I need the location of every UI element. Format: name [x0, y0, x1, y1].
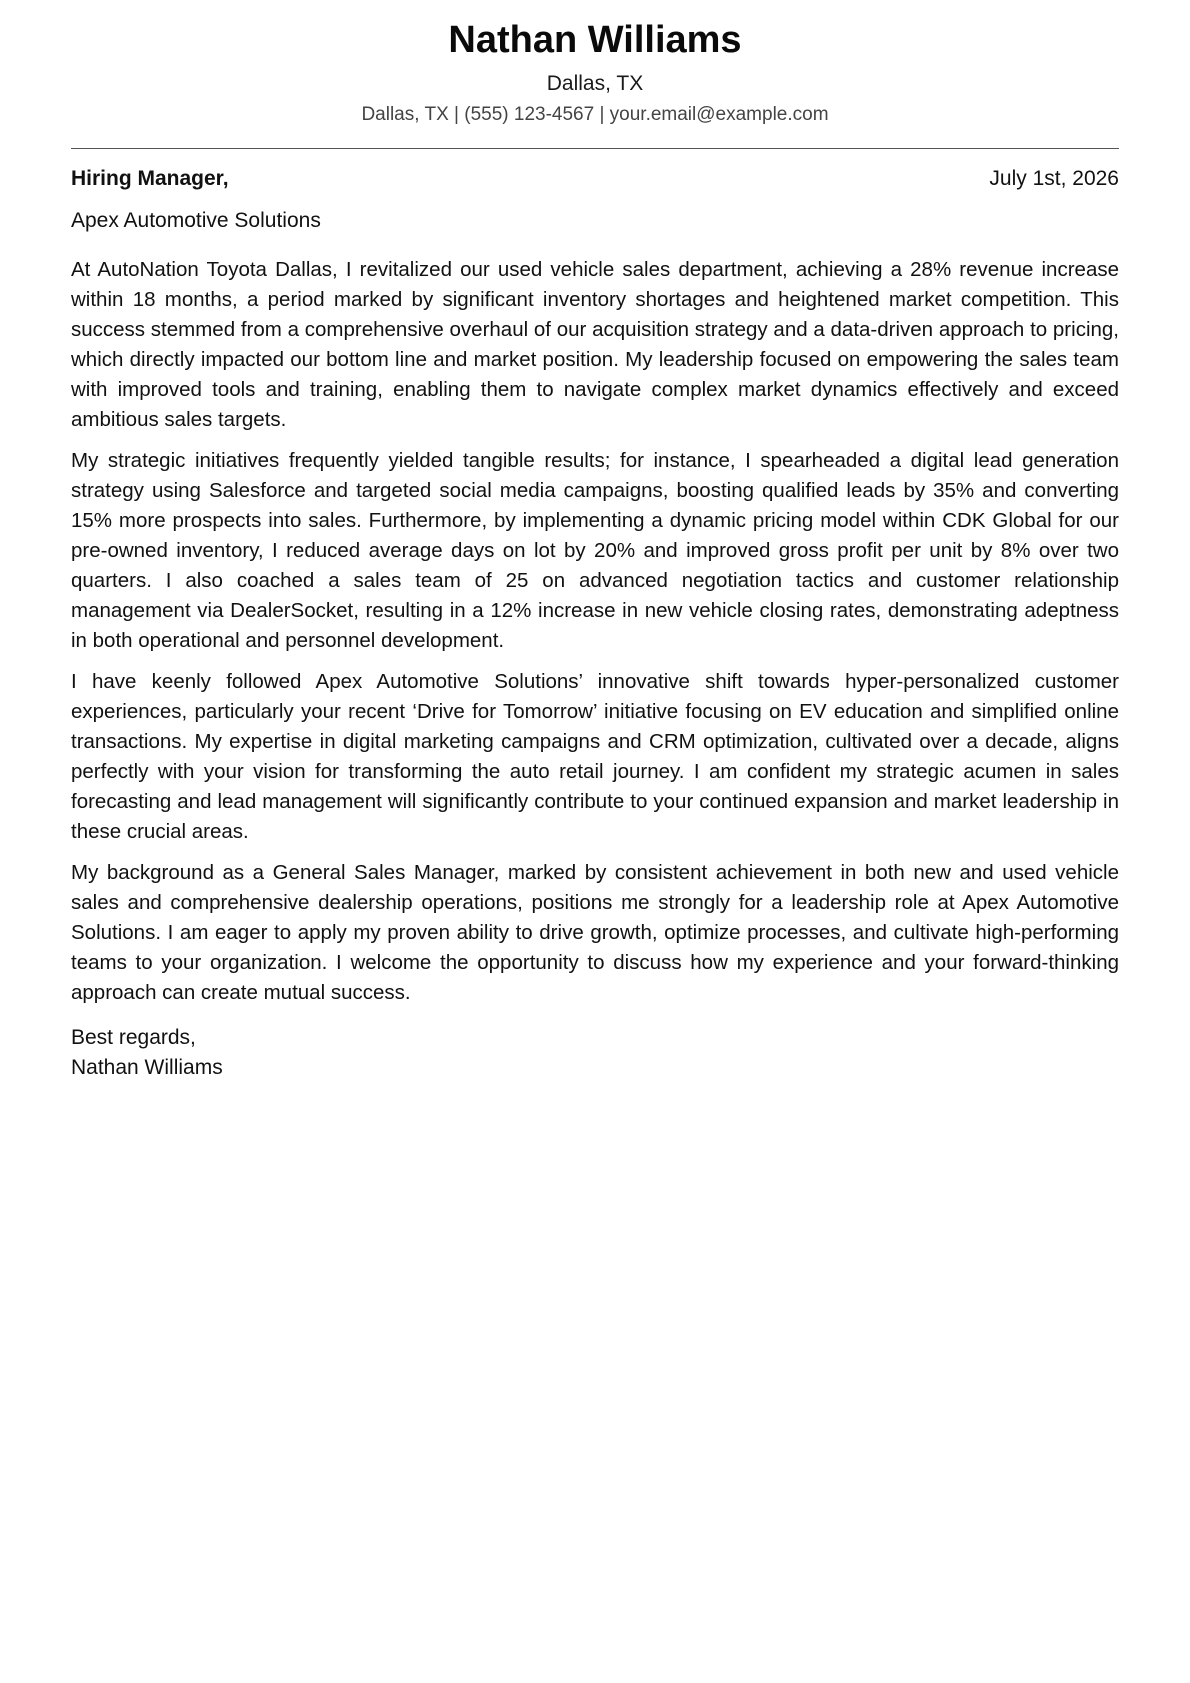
applicant-name: Nathan Williams	[448, 19, 742, 61]
body-paragraph: I have keenly followed Apex Automotive Solutions’ innovative shift towards hyper-personalized customer experiences, particularly your recent ‘Drive for Tomorrow’ initiative focusing on EV education and simplified online transactions. My expertise in digital marketing campaigns and CRM optimization, cultivated over a decade, aligns perfectly with your vision for transforming the auto retail journey. I am confident my strategic acumen in sales forecasting and lead management will significantly contribute to your continued expansion and market leadership in these crucial areas.	[71, 670, 1119, 843]
applicant-location: Dallas, TX	[546, 72, 644, 95]
cover-letter-page	[71, 0, 1119, 1083]
company-name: Apex Automotive Solutions	[71, 209, 321, 232]
letter-header	[71, 17, 1119, 127]
header-divider	[71, 148, 1119, 149]
letter-date: July 1st, 2026	[989, 167, 1119, 190]
contact-line: Dallas, TX | (555) 123-4567 | your.email@example.com	[361, 104, 829, 125]
body-paragraph: My strategic initiatives frequently yielded tangible results; for instance, I spearheaded a digital lead generation strategy using Salesforce and targeted social media campaigns, boosting qualified leads by 35% and converting 15% more prospects into sales. Furthermore, by implementing a dynamic pricing model within CDK Global for our pre-owned inventory, I reduced average days on lot by 20% and improved gross profit per unit by 8% over two quarters. I also coached a sales team of 25 on advanced negotiation tactics and customer relationship management via DealerSocket, resulting in a 12% increase in new vehicle closing rates, demonstrating adeptness in both operational and personnel development.	[71, 449, 1119, 652]
body-paragraph: At AutoNation Toyota Dallas, I revitalized our used vehicle sales department, achieving a 28% revenue increase within 18 months, a period marked by significant inventory shortages and heightened market competition. This success stemmed from a comprehensive overhaul of our acquisition strategy and a data-driven approach to pricing, which directly impacted our bottom line and market position. My leadership focused on empowering the sales team with improved tools and training, enabling them to navigate complex market dynamics effectively and exceed ambitious sales targets.	[71, 258, 1119, 431]
signature-name: Nathan Williams	[71, 1056, 223, 1079]
recipient: Hiring Manager,	[71, 167, 229, 190]
body-paragraph: My background as a General Sales Manager, marked by consistent achievement in both new and used vehicle sales and comprehensive dealership operations, positions me strongly for a leadership role at Apex Automotive Solutions. I am eager to apply my proven ability to drive growth, optimize processes, and cultivate high-performing teams to your organization. I welcome the opportunity to discuss how my experience and your forward-thinking approach can create mutual success.	[71, 861, 1119, 1004]
salutation-row	[71, 166, 1119, 192]
letter-body	[71, 255, 1119, 1008]
letter-closing	[71, 1023, 1119, 1083]
closing-phrase: Best regards,	[71, 1026, 196, 1049]
